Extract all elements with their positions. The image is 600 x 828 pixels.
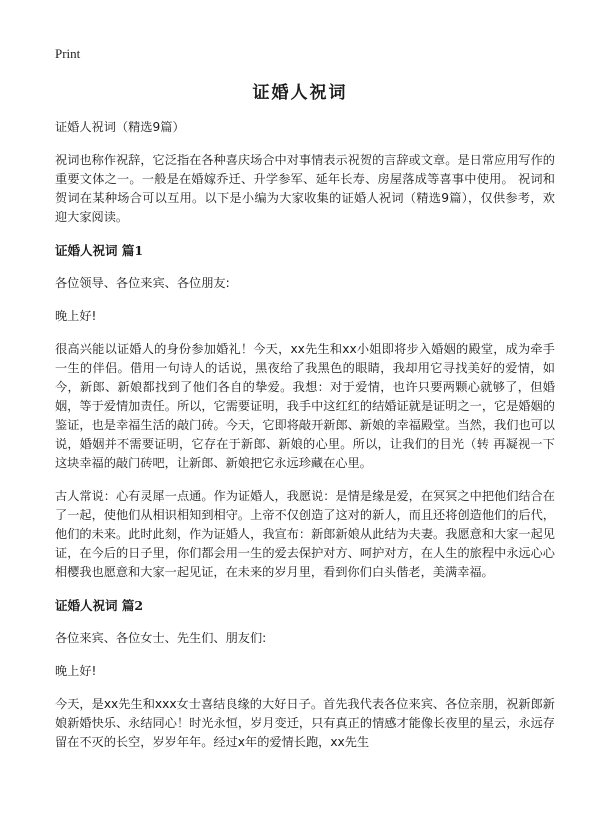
- body-paragraph: 今天，是xx先生和xxx女士喜结良缘的大好日子。首先我代表各位来宾、各位亲朋，祝新郎新娘新婚快乐、永结同心！时光永恒，岁月变迁，只有真正的情感才能像长夜里的星云，永远存留在不灭的长空，岁岁年年。经过x年的爱情长跑，xx先生: [55, 697, 555, 749]
- section-heading: 证婚人祝词 篇1: [55, 243, 144, 258]
- subtitle: 证婚人祝词（精选9篇）: [55, 120, 185, 134]
- greeting: 各位领导、各位来宾、各位朋友:: [55, 276, 230, 290]
- print-link[interactable]: Print: [55, 46, 81, 61]
- greeting: 各位来宾、各位女士、先生们、朋友们:: [55, 631, 267, 645]
- intro-paragraph: 祝词也称作祝辞，它泛指在各种喜庆场合中对事情表示祝贺的言辞或文章。是日常应用写作的重要文体之一。一般是在婚嫁乔迁、升学参军、延年长寿、房屋落成等喜事中使用。 祝词和贺词在某种场合可以互用。以下是小编为大家收集的证婚人祝词（精选9篇），仅供参考，欢迎大家阅读。: [55, 153, 555, 224]
- document-body: [55, 118, 555, 752]
- salute: 晚上好!: [55, 309, 97, 323]
- section-2: [55, 596, 555, 752]
- section-1: [55, 241, 555, 596]
- body-paragraph: 古人常说：心有灵犀一点通。作为证婚人，我愿说：是情是缘是爱，在冥冥之中把他们结合在了一起，使他们从相识相知到相守。上帝不仅创造了这对的新人，而且还将创造他们的后代，他们的未来。此时此刻，作为证婚人，我宣布：新郎新娘从此结为夫妻。我愿意和大家一起见证，在今后的日子里，你们都会用一生的爱去保护对方、呵护对方，在人生的旅程中永远心心相樱我也愿意和大家一起见证，在未来的岁月里，看到你们白头偕老，美满幸福。: [55, 489, 555, 579]
- page-title: 证婚人祝词: [252, 83, 348, 103]
- body-paragraph: 很高兴能以证婚人的身份参加婚礼！今天，xx先生和xx小姐即将步入婚姻的殿堂，成为牵手一生的伴侣。借用一句诗人的话说，黑夜给了我黑色的眼睛，我却用它寻找美好的爱情，如今，新郎、新娘都找到了他们各自的挚爱。我想：对于爱情，也许只要两颗心就够了，但婚姻，等于爱情加责任。所以，它需要证明，我手中这红红的结婚证就是证明之一，它是婚姻的鉴证，也是幸福生活的敲门砖。今天，它即将敲开新郎、新娘的幸福殿堂。当然，我们也可以说，婚姻并不需要证明，它存在于新郎、新娘的心里。所以，让我们的目光（转 再凝视一下这块幸福的敲门砖吧，让新郎、新娘把它永远珍藏在心里。: [55, 342, 555, 470]
- salute: 晚上好!: [55, 664, 97, 678]
- section-heading: 证婚人祝词 篇2: [55, 598, 144, 613]
